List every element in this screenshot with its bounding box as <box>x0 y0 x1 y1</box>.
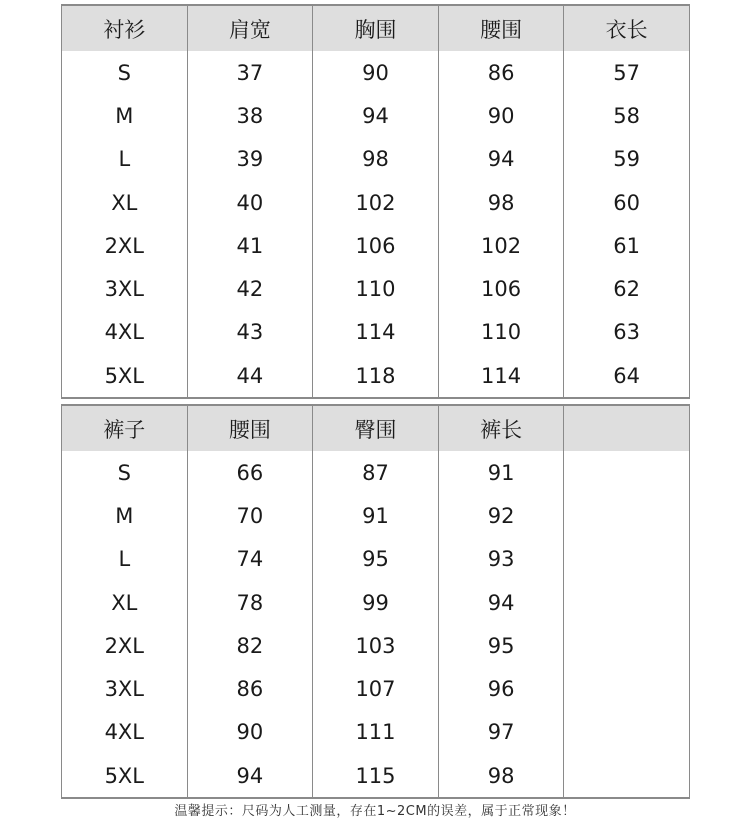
column-header: 裤子 <box>62 405 188 451</box>
measurement-cell: 66 <box>187 451 313 494</box>
measurement-cell: 41 <box>187 224 313 267</box>
size-label-cell: 2XL <box>62 624 188 667</box>
table-row <box>62 451 690 494</box>
measurement-cell <box>564 754 690 798</box>
table-row <box>62 354 690 398</box>
measurement-cell: 86 <box>187 667 313 710</box>
measurement-cell: 94 <box>187 754 313 798</box>
size-label-cell: 2XL <box>62 224 188 267</box>
measurement-cell: 90 <box>438 94 564 137</box>
table-row <box>62 711 690 754</box>
shirt-table-header <box>62 5 690 51</box>
measurement-cell: 91 <box>438 451 564 494</box>
measurement-cell: 70 <box>187 494 313 537</box>
header-row <box>62 5 690 51</box>
pants-table-body <box>62 451 690 798</box>
size-label-cell: 4XL <box>62 711 188 754</box>
measurement-cell: 58 <box>564 94 690 137</box>
size-label-cell: S <box>62 451 188 494</box>
measurement-cell: 37 <box>187 51 313 94</box>
measurement-cell: 103 <box>313 624 439 667</box>
measurement-cell: 59 <box>564 138 690 181</box>
measurement-cell <box>564 624 690 667</box>
measurement-cell: 61 <box>564 224 690 267</box>
table-row <box>62 224 690 267</box>
measurement-cell: 62 <box>564 267 690 310</box>
measurement-cell: 64 <box>564 354 690 398</box>
measurement-cell <box>564 451 690 494</box>
measurement-cell: 98 <box>313 138 439 181</box>
column-header: 臀围 <box>313 405 439 451</box>
measurement-cell: 110 <box>313 267 439 310</box>
measurement-cell: 110 <box>438 311 564 354</box>
column-header: 衬衫 <box>62 5 188 51</box>
column-header: 胸围 <box>313 5 439 51</box>
size-label-cell: 5XL <box>62 354 188 398</box>
size-label-cell: L <box>62 538 188 581</box>
measurement-cell: 97 <box>438 711 564 754</box>
table-row <box>62 181 690 224</box>
measurement-cell: 118 <box>313 354 439 398</box>
measurement-cell: 114 <box>438 354 564 398</box>
measurement-cell <box>564 581 690 624</box>
measurement-cell: 82 <box>187 624 313 667</box>
measurement-cell: 106 <box>438 267 564 310</box>
table-row <box>62 267 690 310</box>
table-row <box>62 624 690 667</box>
measurement-cell: 91 <box>313 494 439 537</box>
column-header <box>564 405 690 451</box>
measurement-cell: 92 <box>438 494 564 537</box>
measurement-cell: 63 <box>564 311 690 354</box>
measurement-cell: 60 <box>564 181 690 224</box>
table-row <box>62 754 690 798</box>
measurement-cell: 95 <box>438 624 564 667</box>
header-row <box>62 405 690 451</box>
table-row <box>62 667 690 710</box>
measurement-cell: 98 <box>438 181 564 224</box>
size-label-cell: M <box>62 494 188 537</box>
measurement-cell <box>564 667 690 710</box>
column-header: 衣长 <box>564 5 690 51</box>
size-label-cell: XL <box>62 581 188 624</box>
size-label-cell: 3XL <box>62 667 188 710</box>
measurement-cell: 74 <box>187 538 313 581</box>
size-label-cell: S <box>62 51 188 94</box>
measurement-cell: 90 <box>313 51 439 94</box>
size-label-cell: L <box>62 138 188 181</box>
measurement-cell: 78 <box>187 581 313 624</box>
pants-table-header <box>62 405 690 451</box>
column-header: 裤长 <box>438 405 564 451</box>
measurement-cell <box>564 494 690 537</box>
measurement-cell: 93 <box>438 538 564 581</box>
measurement-cell: 86 <box>438 51 564 94</box>
column-header: 腰围 <box>187 405 313 451</box>
measurement-cell: 38 <box>187 94 313 137</box>
measurement-cell: 39 <box>187 138 313 181</box>
measurement-cell: 115 <box>313 754 439 798</box>
shirt-table-body <box>62 51 690 398</box>
measurement-cell: 99 <box>313 581 439 624</box>
table-row <box>62 51 690 94</box>
measurement-cell: 98 <box>438 754 564 798</box>
measurement-cell: 57 <box>564 51 690 94</box>
measurement-cell: 42 <box>187 267 313 310</box>
shirt-size-table <box>61 4 690 399</box>
measurement-cell: 102 <box>438 224 564 267</box>
size-label-cell: 4XL <box>62 311 188 354</box>
measurement-cell: 102 <box>313 181 439 224</box>
table-row <box>62 581 690 624</box>
size-label-cell: 3XL <box>62 267 188 310</box>
measurement-cell: 94 <box>438 138 564 181</box>
table-row <box>62 138 690 181</box>
column-header: 腰围 <box>438 5 564 51</box>
measurement-cell <box>564 538 690 581</box>
measurement-cell: 96 <box>438 667 564 710</box>
table-row <box>62 311 690 354</box>
table-row <box>62 538 690 581</box>
measurement-cell: 90 <box>187 711 313 754</box>
measurement-note: 温馨提示：尺码为人工测量，存在1~2CM的误差，属于正常现象！ <box>174 804 576 819</box>
size-label-cell: XL <box>62 181 188 224</box>
measurement-cell: 44 <box>187 354 313 398</box>
measurement-cell: 94 <box>438 581 564 624</box>
measurement-cell: 114 <box>313 311 439 354</box>
measurement-cell: 106 <box>313 224 439 267</box>
measurement-cell: 94 <box>313 94 439 137</box>
measurement-cell: 111 <box>313 711 439 754</box>
size-label-cell: 5XL <box>62 754 188 798</box>
measurement-cell: 107 <box>313 667 439 710</box>
pants-size-table <box>61 404 690 799</box>
measurement-cell: 43 <box>187 311 313 354</box>
measurement-cell: 40 <box>187 181 313 224</box>
column-header: 肩宽 <box>187 5 313 51</box>
table-row <box>62 494 690 537</box>
measurement-cell: 95 <box>313 538 439 581</box>
measurement-cell <box>564 711 690 754</box>
size-label-cell: M <box>62 94 188 137</box>
measurement-cell: 87 <box>313 451 439 494</box>
table-row <box>62 94 690 137</box>
